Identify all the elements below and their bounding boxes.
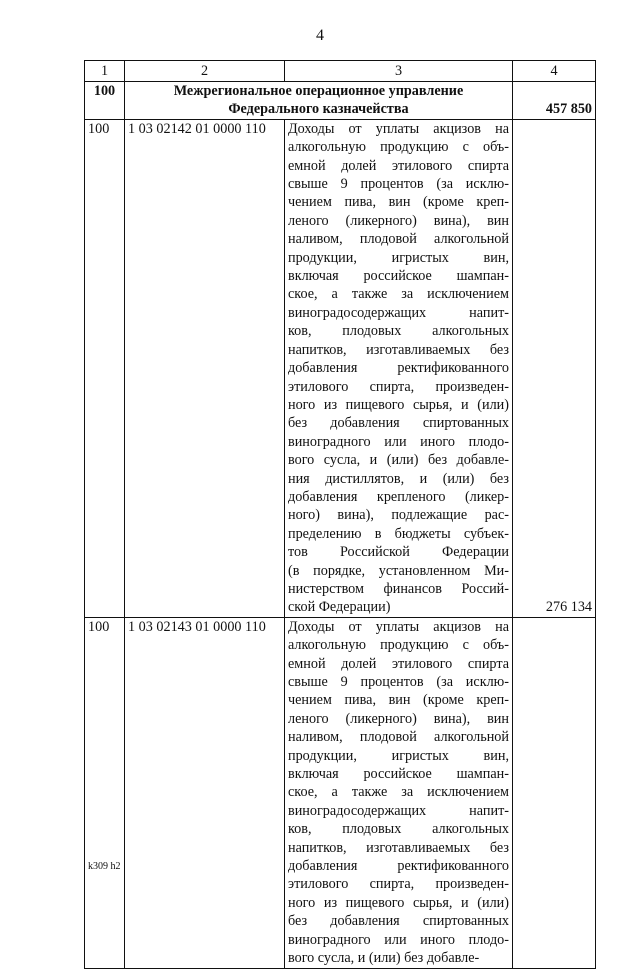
description-line: Доходы от уплаты акцизов на (288, 120, 509, 137)
table-header-row (85, 61, 596, 82)
row-amount (513, 617, 596, 968)
row-admin-code: 100 (85, 119, 125, 617)
section-title (125, 82, 513, 120)
description-line: леного (ликерного) вина), вин (288, 212, 509, 229)
column-header-3: 3 (285, 61, 513, 82)
row-kbk-code: 1 03 02143 01 0000 110 (125, 617, 285, 968)
description-line: ного из пищевого сырья, и (или) (288, 396, 509, 413)
description-line: ское, а также за исключением (288, 286, 509, 303)
row-kbk-code: 1 03 02142 01 0000 110 (125, 119, 285, 617)
description-line: добавления ректификованного (288, 858, 509, 875)
column-header-2: 2 (125, 61, 285, 82)
revenue-table (84, 60, 596, 969)
document-code: k309 h2 (88, 861, 121, 872)
description-line: вого сусла, и (или) без добавле- (288, 452, 509, 469)
description-line: ного) вина), подлежащие рас- (288, 507, 509, 524)
description-line: этилового спирта, произведен- (288, 378, 509, 395)
description-line: ское, а также за исключением (288, 784, 509, 801)
page-number: 4 (316, 27, 324, 44)
description-line: емной долей этилового спирта (288, 157, 509, 174)
description-line: виноградного или иного плодо- (288, 433, 509, 450)
table-row (85, 617, 596, 968)
description-line: вого сусла, и (или) без добавле- (288, 950, 480, 967)
description-line: ков, плодовых алкогольных (288, 821, 509, 838)
description-line: ков, плодовых алкогольных (288, 323, 509, 340)
column-header-1: 1 (85, 61, 125, 82)
description-line: свыше 9 процентов (за исклю- (288, 176, 509, 193)
description-line: без добавления спиртованных (288, 415, 509, 432)
description-line: свыше 9 процентов (за исклю- (288, 674, 509, 690)
description-line: ния дистиллятов, и (или) без (288, 470, 509, 487)
description-line: алкогольную продукцию с объ- (288, 637, 509, 654)
description-line: леного (ликерного) вина), вин (288, 710, 509, 727)
description-line: алкогольную продукцию с объ- (288, 139, 509, 156)
section-code: 100 (85, 82, 125, 120)
description-line: продукции, игристых вин, (288, 249, 509, 266)
section-title-line: Межрегиональное операционное управление (173, 83, 464, 99)
row-amount: 276 134 (513, 119, 596, 617)
description-line: виноградного или иного плодо- (288, 931, 509, 948)
description-line: тов Российской Федерации (288, 544, 509, 561)
description-line: ного из пищевого сырья, и (или) (288, 894, 509, 911)
description-line: продукции, игристых вин, (288, 747, 509, 764)
description-line: добавления крепленого (ликер- (288, 488, 509, 505)
description-line: пределению в бюджеты субъек- (288, 525, 509, 542)
description-line: виноградосодержащих напит- (288, 304, 509, 321)
description-line: виноградосодержащих напит- (288, 802, 509, 819)
description-line: емной долей этилового спирта (288, 655, 509, 672)
description-line: чением пива, вин (кроме креп- (288, 692, 509, 709)
description-line: нистерством финансов Россий- (288, 580, 509, 597)
section-row (85, 82, 596, 120)
description-line: напитков, изготавливаемых без (288, 839, 509, 856)
description-line: чением пива, вин (кроме креп- (288, 194, 509, 211)
description-line: включая российское шампан- (288, 766, 509, 783)
section-title-line: Федерального казначейства (228, 101, 409, 118)
description-line: этилового спирта, произведен- (288, 876, 509, 893)
description-line: наливом, плодовой алкогольной (288, 729, 509, 746)
description-line: Доходы от уплаты акцизов на (288, 618, 509, 635)
description-line: наливом, плодовой алкогольной (288, 231, 509, 248)
row-description (285, 119, 513, 617)
row-description (285, 617, 513, 968)
description-line: включая российское шампан- (288, 268, 509, 285)
row-admin-code: 100 (85, 617, 125, 968)
description-line: (в порядке, установленном Ми- (288, 562, 509, 579)
description-line: напитков, изготавливаемых без (288, 341, 509, 358)
table-row (85, 119, 596, 617)
description-line: ской Федерации) (288, 599, 391, 616)
description-line: без добавления спиртованных (288, 913, 509, 930)
description-line: добавления ректификованного (288, 360, 509, 377)
section-amount: 457 850 (513, 82, 596, 120)
column-header-4: 4 (513, 61, 596, 82)
